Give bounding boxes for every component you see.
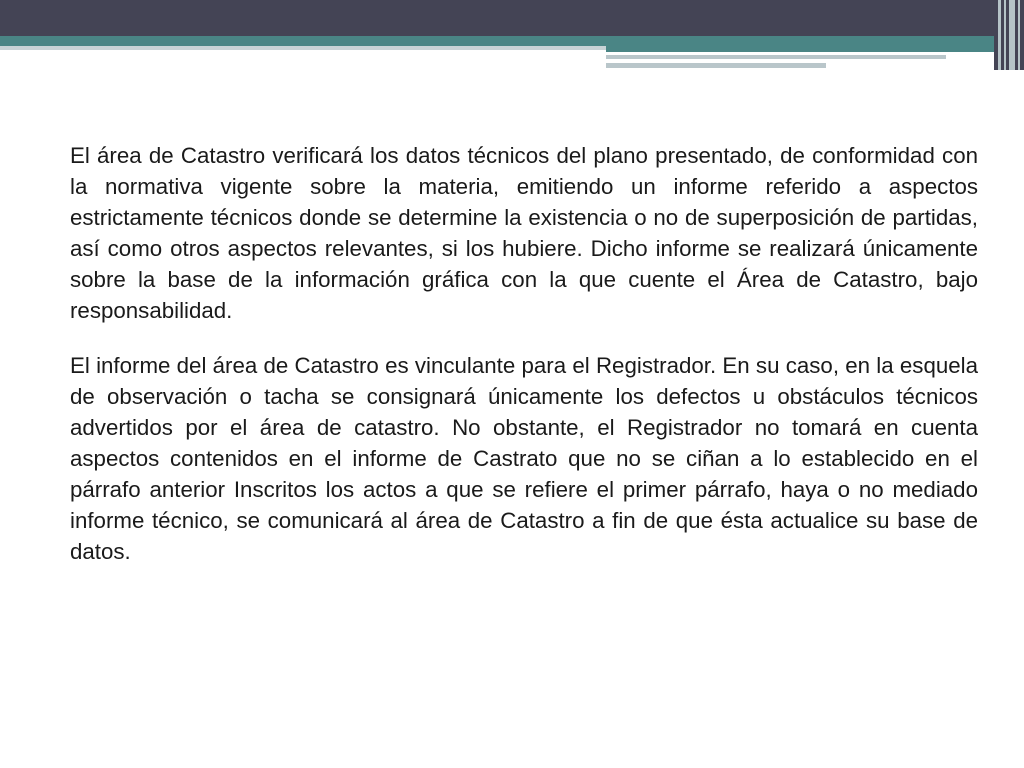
paragraph-1: El área de Catastro verificará los datos técnicos del plano presentado, de conformidad con la normativa vigente sobre la materia, emitiendo un informe referido a aspectos estrictamente técnicos donde se determine la existencia o no de superposición de partidas, así como otros aspectos relevantes, si los hubiere. Dicho informe se realizará únicamente sobre la base de la información gráfica con la que cuente el Área de Catastro, bajo responsabilidad. [70,143,978,323]
paragraph-2: El informe del área de Catastro es vinculante para el Registrador. En su caso, en la esquela de observación o tacha se consignará únicamente los defectos u obstáculos técnicos advertidos por el área de catastro. No obstante, el Registrador no tomará en cuenta aspectos contenidos en el informe de Castrato que no se ciñan a lo establecido en el párrafo anterior Inscritos los actos a que se refiere el primer párrafo, haya o no mediado informe técnico, se comunicará al área de Catastro a fin de que ésta actualice su base de datos. [70,353,978,564]
header-right-gray-bar-1 [606,55,946,59]
header-right-gray-bar-2 [606,63,826,68]
vertical-stripes-decoration [994,0,1024,70]
vertical-stripe [1009,0,1015,70]
vertical-stripe [1004,0,1006,70]
header-light-bar [0,46,606,50]
vertical-stripe [998,0,1001,70]
vertical-stripe [1018,0,1020,70]
slide-body-text [70,140,978,567]
header-dark-bar [0,0,1024,36]
header-teal-bar [0,36,1024,46]
header-right-teal-bar [606,46,1024,52]
